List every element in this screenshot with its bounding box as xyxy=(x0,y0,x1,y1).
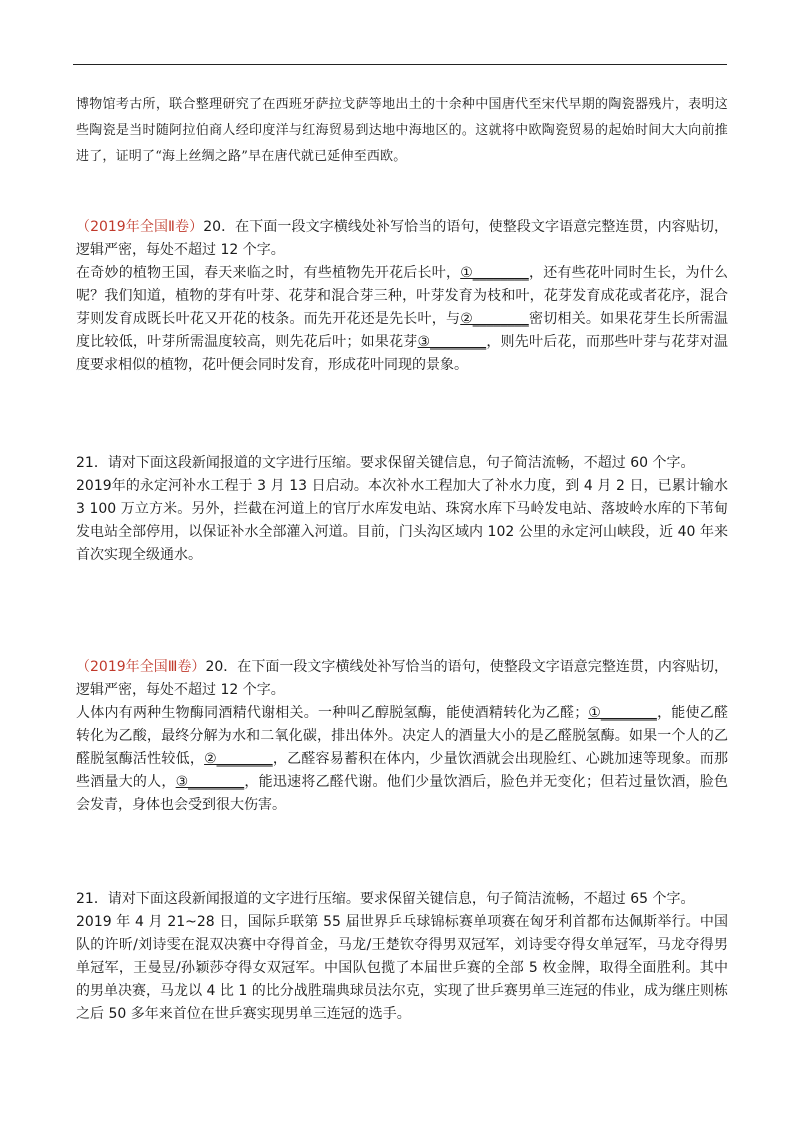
question-20-passage: 在奇妙的植物王国，春天来临之时，有些植物先开花后长叶，①________，还有些花叶同时生长，为什么呢？我们知道，植物的芽有叶芽、花芽和混合芽三种，叶芽发育为枝和叶，花芽发育成花或者花序，混合芽则发育成既长叶花又开花的枝条。而先开花还是先长叶，与②________密切相关。如果花芽生长所需温度比较低，叶芽所需温度较高，则先花后叶；如果花芽③________，则先叶后花，而那些叶芽与花芽对温度要求相似的植物，花叶便会同时发育，形成花叶同现的景象。 xyxy=(76,262,728,377)
intro-passage xyxy=(76,92,728,170)
header-rule xyxy=(73,64,727,65)
question-20-part-1 xyxy=(76,216,728,377)
question-21-passage: 2019年的永定河补水工程于 3 月 13 日启动。本次补水工程加大了补水力度，到 4 月 2 日，已累计输水 3 100 万立方米。另外，拦截在河道上的官厅水库发电站、珠窝水库下马岭发电站、落坡岭水库的下苇甸发电站全部停用，以保证补水全部灌入河道。目前，门头沟区域内 102 公里的永定河山峡段，近 40 年来首次实现全级通水。 xyxy=(76,478,728,563)
question-21-passage: 2019 年 4 月 21~28 日，国际乒联第 55 届世界乒乓球锦标赛单项赛在匈牙利首都布达佩斯举行。中国队的许昕/刘诗雯在混双决赛中夺得首金，马龙/王楚钦夺得男双冠军，刘诗雯夺得女单冠军，马龙夺得男单冠军，王曼昱/孙颖莎夺得女双冠军。中国队包揽了本届世乒赛的全部 5 枚金牌，取得全面胜利。其中的男单决赛，马龙以 4 比 1 的比分战胜瑞典球员法尔克，实现了世乒赛男单三连冠的伟业，成为继庄则栋之后 50 多年来首位在世乒赛实现男单三连冠的选手。 xyxy=(76,914,728,1022)
question-20-prompt: （2019年全国Ⅲ卷）20．在下面一段文字横线处补写恰当的语句，使整段文字语意完整连贯，内容贴切，逻辑严密，每处不超过 12 个字。 xyxy=(76,659,729,698)
question-21-part-2 xyxy=(76,888,728,1026)
blank-3[interactable]: ③________ xyxy=(175,774,245,790)
source-tag: （2019年全国Ⅱ卷） xyxy=(76,219,204,235)
question-21-prompt: 21．请对下面这段新闻报道的文字进行压缩。要求保留关键信息，句子简洁流畅，不超过 60 个字。 xyxy=(76,455,695,471)
intro-text: 博物馆考古所，联合整理研究了在西班牙萨拉戈萨等地出土的十余种中国唐代至宋代早期的陶瓷器残片，表明这些陶瓷是当时随阿拉伯商人经印度洋与红海贸易到达地中海地区的。这就将中欧陶瓷贸易的起始时间大大向前推进了，证明了“海上丝绸之路”早在唐代就已延伸至西欧。 xyxy=(76,97,728,164)
question-20-part-2 xyxy=(76,656,728,817)
blank-3[interactable]: ③________ xyxy=(417,334,487,350)
blank-2[interactable]: ②________ xyxy=(204,751,273,767)
question-21-part-1 xyxy=(76,452,728,567)
blank-1[interactable]: ①________ xyxy=(588,705,657,721)
blank-2[interactable]: ②________ xyxy=(460,311,529,327)
source-tag: （2019年全国Ⅲ卷） xyxy=(76,659,206,675)
question-21-prompt: 21．请对下面这段新闻报道的文字进行压缩。要求保留关键信息，句子简洁流畅，不超过 65 个字。 xyxy=(76,891,695,907)
question-20-prompt: （2019年全国Ⅱ卷）20．在下面一段文字横线处补写恰当的语句，使整段文字语意完整连贯，内容贴切，逻辑严密，每处不超过 12 个字。 xyxy=(76,219,728,258)
blank-1[interactable]: ①________ xyxy=(460,265,529,281)
question-20-passage: 人体内有两种生物酶同酒精代谢相关。一种叫乙醇脱氢酶，能使酒精转化为乙醛；①________，能使乙醛转化为乙酸，最终分解为水和二氧化碳，排出体外。决定人的酒量大小的是乙醛脱氢酶。如果一个人的乙醛脱氢酶活性较低，②________，乙醛容易蓄积在体内，少量饮酒就会出现脸红、心跳加速等现象。而那些酒量大的人，③________，能迅速将乙醛代谢。他们少量饮酒后，脸色并无变化；但若过量饮酒，脸色会发青，身体也会受到很大伤害。 xyxy=(76,702,728,817)
